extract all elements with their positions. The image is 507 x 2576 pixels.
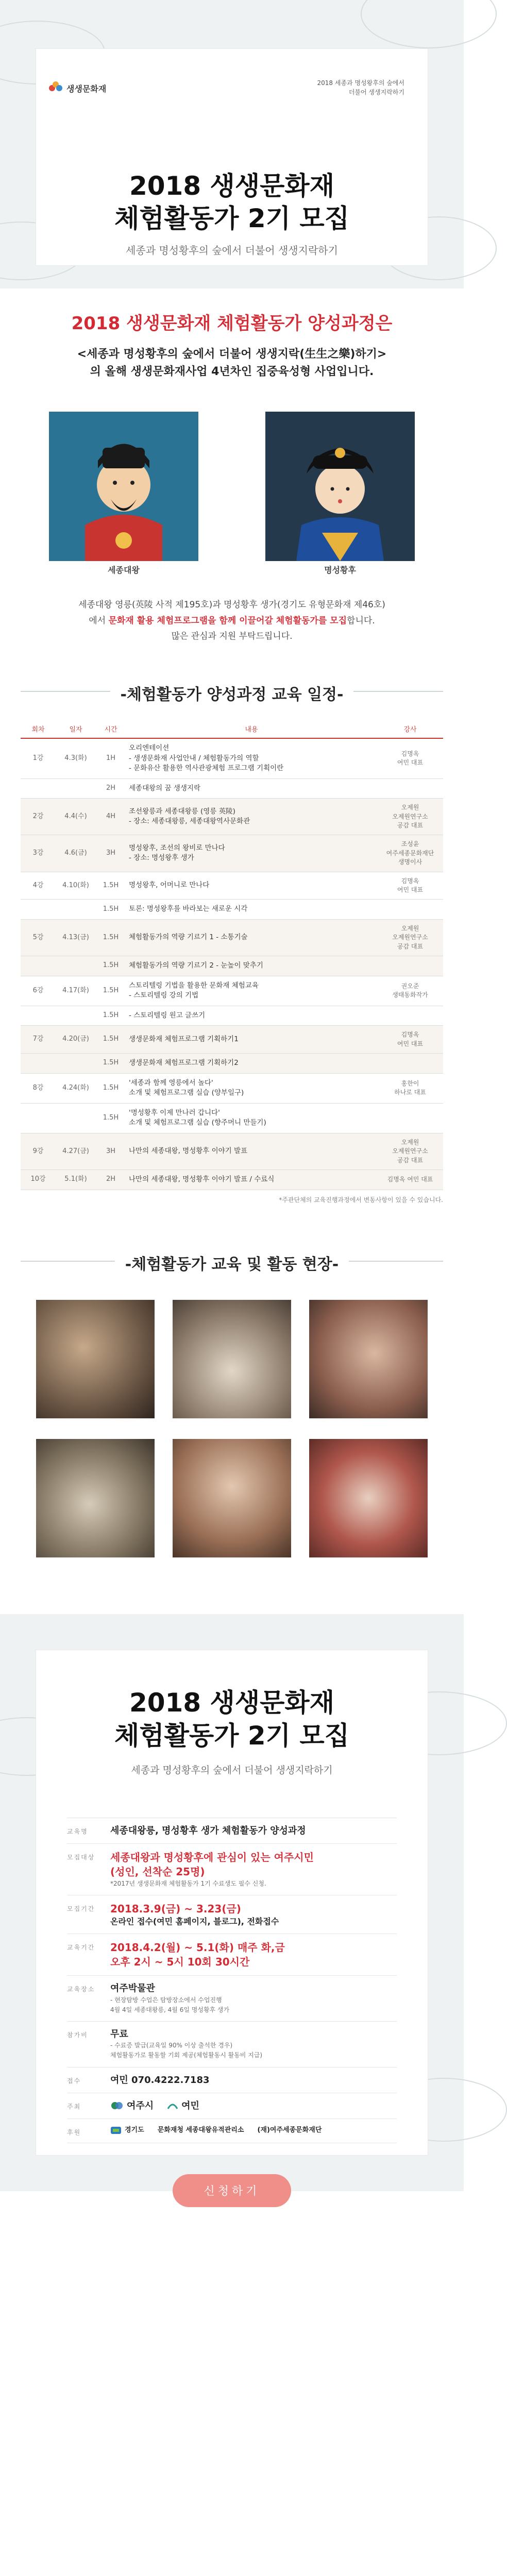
top-note (286, 78, 404, 97)
info-row (67, 1976, 397, 2022)
schedule-cell-content: '명성황후 이제 만나러 갑니다' 소개 및 체험프로그램 실습 (향주머니 만들기) (126, 1103, 377, 1133)
info-value: 여민 070.4222.7183 (110, 2074, 210, 2086)
king-illustration-icon (49, 412, 198, 561)
info-key: 주최 (67, 2103, 81, 2110)
info-value-note: - 수료증 발급(교육일 90% 이상 출석한 경우) (110, 2042, 233, 2049)
schedule-cell-content: '세종과 함께 영릉에서 놀다' 소개 및 체험프로그램 실습 (양부일구) (126, 1073, 377, 1103)
info-value-note: 체험활동가로 활동할 기회 제공(체험활동시 활동비 지급) (110, 2052, 263, 2059)
schedule-cell-no (21, 956, 56, 976)
gallery-heading (21, 1255, 443, 1284)
info-value-main: 무료 (110, 2028, 128, 2040)
schedule-cell-content: 나만의 세종대왕, 명성황후 이야기 발표 / 수료식 (126, 1170, 377, 1190)
schedule-cell-time: 1.5H (96, 1054, 126, 1074)
schedule-cell-time: 1.5H (96, 872, 126, 900)
recruit-card (36, 1650, 428, 2198)
top-note-line: 2018 세종과 명성왕후의 숲에서 (317, 79, 404, 87)
info-key: 접수 (67, 2077, 81, 2084)
host-yeomin (167, 2099, 199, 2112)
hero-title-line: 2018 생생문화재 (129, 171, 335, 201)
schedule-row (21, 976, 443, 1006)
description-line: 많은 관심과 지원 부탁드립니다. (171, 631, 293, 642)
schedule-cell-lecturer: 홍한이 하나로 대표 (377, 1073, 443, 1103)
schedule-cell-day: 4.13(금) (56, 919, 96, 956)
gallery-photo (309, 1300, 428, 1418)
schedule-cell-day: 5.1(화) (56, 1170, 96, 1190)
info-value-main: (성인, 선착순 25명) (110, 1865, 205, 1878)
description-text: 합니다. (347, 615, 375, 626)
schedule-cell-no: 6강 (21, 976, 56, 1006)
schedule-header-row (21, 720, 443, 738)
schedule-heading-label: -체험활동가 양성과정 교육 일정- (110, 682, 354, 704)
brand-logo-icon (49, 81, 62, 95)
apply-button[interactable]: 신청하기 (173, 2174, 291, 2207)
column-header: 내용 (126, 720, 377, 738)
schedule-cell-no (21, 1103, 56, 1133)
schedule-cell-time: 1.5H (96, 919, 126, 956)
schedule-cell-lecturer (377, 1006, 443, 1026)
recruit-subtitle: 세종과 명성황후의 숲에서 더불어 생생지락하기 (131, 1764, 333, 1776)
portrait-label-queen: 명성황후 (324, 565, 356, 575)
schedule-cell-no: 7강 (21, 1026, 56, 1054)
info-key: 모집기간 (67, 1905, 95, 1913)
recruit-title (36, 1650, 428, 1752)
intro-paragraph (0, 346, 464, 381)
host-name: 여주시 (127, 2100, 154, 2111)
info-value (110, 1982, 397, 2015)
schedule-cell-time: 2H (96, 778, 126, 799)
schedule-cell-lecturer (377, 1054, 443, 1074)
info-key: 교육장소 (67, 1986, 95, 1993)
schedule-cell-time: 1.5H (96, 956, 126, 976)
schedule-row (21, 1026, 443, 1054)
schedule-cell-lecturer: 김명옥 여민 대표 (377, 872, 443, 900)
intro-description (0, 597, 464, 645)
info-row-sponsor (67, 2119, 397, 2143)
info-key: 참가비 (67, 2031, 88, 2039)
intro-line: <세종과 명성황후의 숲에서 더불어 생생지락(生生之樂)하기> (77, 348, 387, 361)
recruit-section (0, 1614, 464, 2198)
schedule-cell-time: 1.5H (96, 1006, 126, 1026)
info-key: 모집대상 (67, 1853, 95, 1861)
host-yeoju (110, 2099, 154, 2112)
recruit-info-table (67, 1818, 397, 2143)
host-name: 여민 (181, 2100, 199, 2111)
schedule-cell-lecturer (377, 956, 443, 976)
intro-heading: 2018 생생문화재 체험활동가 양성과정은 (71, 313, 393, 334)
description-line: 세종대왕 영릉(英陵 사적 제195호)과 명성황후 생가(경기도 유형문화재 제46호) (78, 600, 385, 611)
schedule-cell-day (56, 778, 96, 799)
schedule-cell-no (21, 1054, 56, 1074)
schedule-row (21, 738, 443, 778)
yeoju-logo-icon (110, 2100, 124, 2111)
info-row (67, 1818, 397, 1844)
schedule-cell-time: 2H (96, 1170, 126, 1190)
schedule-cell-day: 4.4(수) (56, 799, 96, 835)
info-value-main: 2018.3.9(금) ~ 3.23(금) (110, 1903, 241, 1916)
description-line (31, 613, 433, 629)
schedule-row (21, 1170, 443, 1190)
schedule-heading (21, 685, 443, 715)
schedule-cell-lecturer (377, 778, 443, 799)
schedule-cell-time: 1.5H (96, 1103, 126, 1133)
schedule-cell-no: 4강 (21, 872, 56, 900)
portrait-row (0, 401, 464, 597)
info-row (67, 1895, 397, 1934)
column-header: 시간 (96, 720, 126, 738)
schedule-cell-day: 4.10(화) (56, 872, 96, 900)
schedule-cell-content: 오리엔테이션 - 생생문화재 사업안내 / 체험활동가의 역할 - 문화유산 활용한 역사관광체험 프로그램 기획이란 (126, 738, 377, 778)
column-header: 일자 (56, 720, 96, 738)
schedule-cell-no: 9강 (21, 1133, 56, 1170)
schedule-cell-no: 1강 (21, 738, 56, 778)
schedule-cell-no: 3강 (21, 835, 56, 872)
schedule-cell-no (21, 1006, 56, 1026)
schedule-cell-day: 4.20(금) (56, 1026, 96, 1054)
gallery-heading-label: -체험활동가 교육 및 활동 현장- (115, 1251, 349, 1274)
gallery-photo (309, 1439, 428, 1557)
sponsor-name: (재)여주세종문화재단 (257, 2126, 322, 2134)
schedule-cell-day: 4.27(금) (56, 1133, 96, 1170)
schedule-cell-time: 4H (96, 799, 126, 835)
queen-illustration-icon (265, 412, 415, 561)
info-row (67, 1934, 397, 1976)
schedule-row (21, 835, 443, 872)
schedule-row (21, 1073, 443, 1103)
info-value-note: - 현장탐방 수업은 탐방장소에서 수업진행 (110, 1996, 222, 2004)
schedule-note: *주관단체의 교육진행과정에서 변동사항이 있을 수 있습니다. (279, 1196, 443, 1204)
recruit-title-line: 체험활동가 2기 모집 (114, 1720, 349, 1751)
description-text: 에서 (89, 615, 109, 626)
schedule-cell-no: 2강 (21, 799, 56, 835)
schedule-cell-day: 4.24(화) (56, 1073, 96, 1103)
host-logos (110, 2099, 397, 2112)
schedule-cell-lecturer: 오제원 오제원연구소 공감 대표 (377, 919, 443, 956)
schedule-cell-lecturer: 김명옥 여민 대표 (377, 738, 443, 778)
schedule-cell-lecturer: 김명옥 여민 대표 (377, 1026, 443, 1054)
schedule-row (21, 799, 443, 835)
schedule-cell-day: 4.3(화) (56, 738, 96, 778)
schedule-cell-time: 3H (96, 835, 126, 872)
schedule-cell-content: 생생문화재 체험프로그램 기획하기2 (126, 1054, 377, 1074)
sponsor-logos (110, 2125, 397, 2136)
info-key: 후원 (67, 2128, 81, 2136)
brand-logo (49, 81, 106, 95)
schedule-cell-lecturer (377, 1103, 443, 1133)
info-key: 교육명 (67, 1827, 88, 1835)
info-value: 세종대왕릉, 명성황후 생가 체험활동가 양성과정 (110, 1825, 306, 1836)
recruit-title-line: 2018 생생문화재 (129, 1687, 335, 1718)
schedule-cell-content: 생생문화재 체험프로그램 기획하기1 (126, 1026, 377, 1054)
schedule-cell-time: 1.5H (96, 1073, 126, 1103)
schedule-cell-day (56, 1054, 96, 1074)
info-value-main: 2018.4.2(월) ~ 5.1(화) 매주 화,금 (110, 1941, 285, 1954)
info-value-note: 4월 4일 세종대왕릉, 4월 6일 명성황후 생가 (110, 2006, 230, 2013)
schedule-cell-no (21, 900, 56, 920)
schedule-cell-content: 조선왕릉과 세종대왕릉 (영릉 英陵) - 장소: 세종대왕릉, 세종대왕역사문화관 (126, 799, 377, 835)
schedule-cell-day: 4.17(화) (56, 976, 96, 1006)
schedule-cell-no: 8강 (21, 1073, 56, 1103)
column-header: 강사 (377, 720, 443, 738)
yeomin-logo-icon (167, 2100, 178, 2111)
info-value (110, 1902, 397, 1927)
info-value (110, 1940, 397, 1969)
hero-subtitle: 세종과 명성황후의 숲에서 더불어 생생지락하기 (126, 244, 338, 257)
schedule-cell-time: 1.5H (96, 900, 126, 920)
cloud-decoration (361, 0, 497, 48)
info-row (67, 1844, 397, 1895)
schedule-cell-lecturer: 조성윤 여주세종문화재단 생명이사 (377, 835, 443, 872)
sponsor-gyeonggi (110, 2125, 144, 2136)
schedule-row (21, 778, 443, 799)
schedule-row (21, 919, 443, 956)
schedule-cell-lecturer: 오제원 오제원연구소 공감 대표 (377, 799, 443, 835)
info-value (110, 1850, 397, 1889)
sponsor-name: 경기도 (125, 2126, 144, 2134)
portrait-sejong (49, 412, 198, 561)
schedule-cell-content: 나만의 세종대왕, 명성황후 이야기 발표 (126, 1133, 377, 1170)
schedule-row (21, 1133, 443, 1170)
schedule-cell-content: 세종대왕의 꿈 생생지락 (126, 778, 377, 799)
sponsor-name: 문화재청 세종대왕유적관리소 (157, 2126, 244, 2134)
schedule-cell-content: 명성왕후, 조선의 왕비로 만나다 - 장소: 명성왕후 생가 (126, 835, 377, 872)
hero-title-line: 체험활동가 2기 모집 (114, 203, 349, 233)
schedule-row (21, 1103, 443, 1133)
schedule-cell-content: - 스토리텔링 원고 글쓰기 (126, 1006, 377, 1026)
gallery-photo (36, 1300, 155, 1418)
schedule-table (21, 720, 443, 1190)
schedule-row (21, 900, 443, 920)
sponsor-foundation (257, 2126, 322, 2135)
info-value (110, 2028, 397, 2061)
schedule-cell-time: 1.5H (96, 976, 126, 1006)
hero-title (0, 170, 464, 234)
gallery-photo (173, 1439, 291, 1557)
info-key: 교육기간 (67, 1944, 95, 1952)
gallery-photo (173, 1300, 291, 1418)
schedule-cell-day (56, 900, 96, 920)
info-row-host (67, 2093, 397, 2119)
schedule-cell-day (56, 1006, 96, 1026)
description-highlight: 문화재 활용 체험프로그램을 함께 이끌어갈 체험활동가를 모집 (108, 615, 347, 626)
schedule-cell-no (21, 778, 56, 799)
info-value-main: 여주박물관 (110, 1983, 155, 1994)
schedule-cell-no: 10강 (21, 1170, 56, 1190)
gyeonggi-logo-icon (110, 2125, 122, 2136)
gallery-photo (36, 1439, 155, 1557)
schedule-cell-day (56, 956, 96, 976)
info-value-main: 오후 2시 ~ 5시 10회 30시간 (110, 1956, 250, 1969)
portrait-queen (265, 412, 415, 561)
schedule-row (21, 956, 443, 976)
top-note-line: 더불어 생생지락하기 (348, 89, 404, 96)
schedule-cell-time: 3H (96, 1133, 126, 1170)
schedule-cell-content: 명성왕후, 어머니로 만나다 (126, 872, 377, 900)
photo-gallery (36, 1300, 428, 1557)
portrait-label-sejong: 세종대왕 (108, 565, 140, 575)
schedule-row (21, 1006, 443, 1026)
schedule-body (21, 738, 443, 1190)
schedule-cell-content: 토론: 명성왕후를 바라보는 새로운 시각 (126, 900, 377, 920)
schedule-cell-content: 체험활동가의 역량 기르기 2 - 눈높이 맞추기 (126, 956, 377, 976)
schedule-cell-lecturer: 권오준 생태동화작가 (377, 976, 443, 1006)
info-value-main: 세종대왕과 명성황후에 관심이 있는 여주시민 (110, 1851, 314, 1863)
intro-section (0, 289, 464, 645)
schedule-cell-day: 4.6(금) (56, 835, 96, 872)
info-row (67, 2067, 397, 2093)
sponsor-cha (158, 2126, 244, 2135)
schedule-cell-content: 체험활동가의 역량 기르기 1 - 소통기술 (126, 919, 377, 956)
schedule-cell-time: 1.5H (96, 1026, 126, 1054)
schedule-cell-day (56, 1103, 96, 1133)
schedule-row (21, 872, 443, 900)
schedule-cell-lecturer: 오제원 오제원연구소 공감 대표 (377, 1133, 443, 1170)
schedule-cell-lecturer: 김명옥 여민 대표 (377, 1170, 443, 1190)
info-value-sub: 온라인 접수(여민 홈페이지, 블로그), 전화접수 (110, 1917, 279, 1927)
hero-banner (0, 0, 464, 289)
schedule-cell-lecturer (377, 900, 443, 920)
schedule-cell-time: 1H (96, 738, 126, 778)
info-row (67, 2022, 397, 2067)
column-header: 회차 (21, 720, 56, 738)
info-value-note: *2017년 생생문화재 체험활동가 1기 수료생도 필수 신청. (110, 1879, 266, 1887)
intro-line: 의 올해 생생문화재사업 4년차인 집중육성형 사업입니다. (90, 365, 374, 379)
schedule-row (21, 1054, 443, 1074)
brand-name: 생생문화재 (66, 83, 107, 94)
schedule-cell-content: 스토리텔링 기법을 활용한 문화재 체험교육 - 스토리텔링 강의 기법 (126, 976, 377, 1006)
schedule-cell-no: 5강 (21, 919, 56, 956)
